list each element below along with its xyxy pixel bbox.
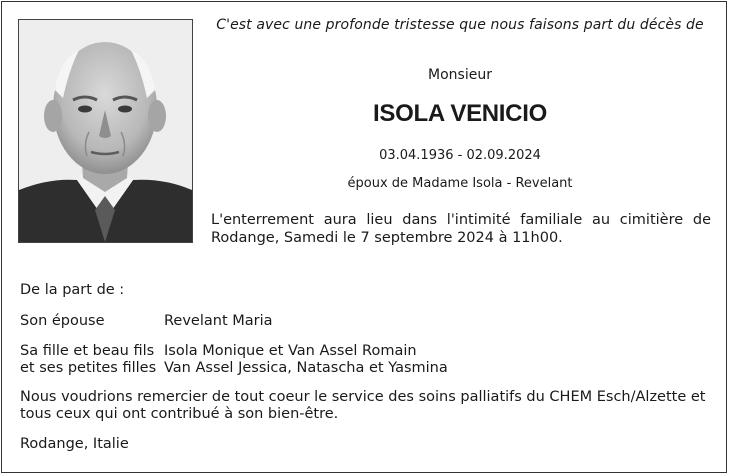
honorific: Monsieur — [428, 67, 492, 83]
portrait-photo — [18, 19, 193, 243]
from-label: De la part de : — [20, 282, 125, 298]
relation-label: Son épouse — [20, 313, 105, 329]
relation-value: Van Assel Jessica, Natascha et Yasmina — [164, 360, 448, 376]
thanks-text: Nous voudrions remercier de tout coeur le service des soins palliatifs du CHEM Esch/Alzette et tous ceux qui ont contribué à son bien-être. — [20, 389, 706, 422]
spouse-line: époux de Madame Isola - Revelant — [347, 176, 573, 191]
relation-value: Isola Monique et Van Assel Romain — [164, 343, 417, 359]
life-dates: 03.04.1936 - 02.09.2024 — [379, 148, 541, 163]
intro-text: C'est avec une profonde tristesse que nous faisons part du décès de — [216, 17, 704, 33]
relation-label: et ses petites filles — [20, 360, 157, 376]
place-line: Rodange, Italie — [20, 436, 129, 452]
relation-value: Revelant Maria — [164, 313, 273, 329]
burial-info: L'enterrement aura lieu dans l'intimité familiale au cimitière de Rodange, Samedi le 7 septembre 2024 à 11h00. — [211, 212, 711, 246]
portrait-illustration — [19, 20, 192, 242]
deceased-name: ISOLA VENICIO — [373, 100, 547, 127]
relation-label: Sa fille et beau fils — [20, 343, 155, 359]
